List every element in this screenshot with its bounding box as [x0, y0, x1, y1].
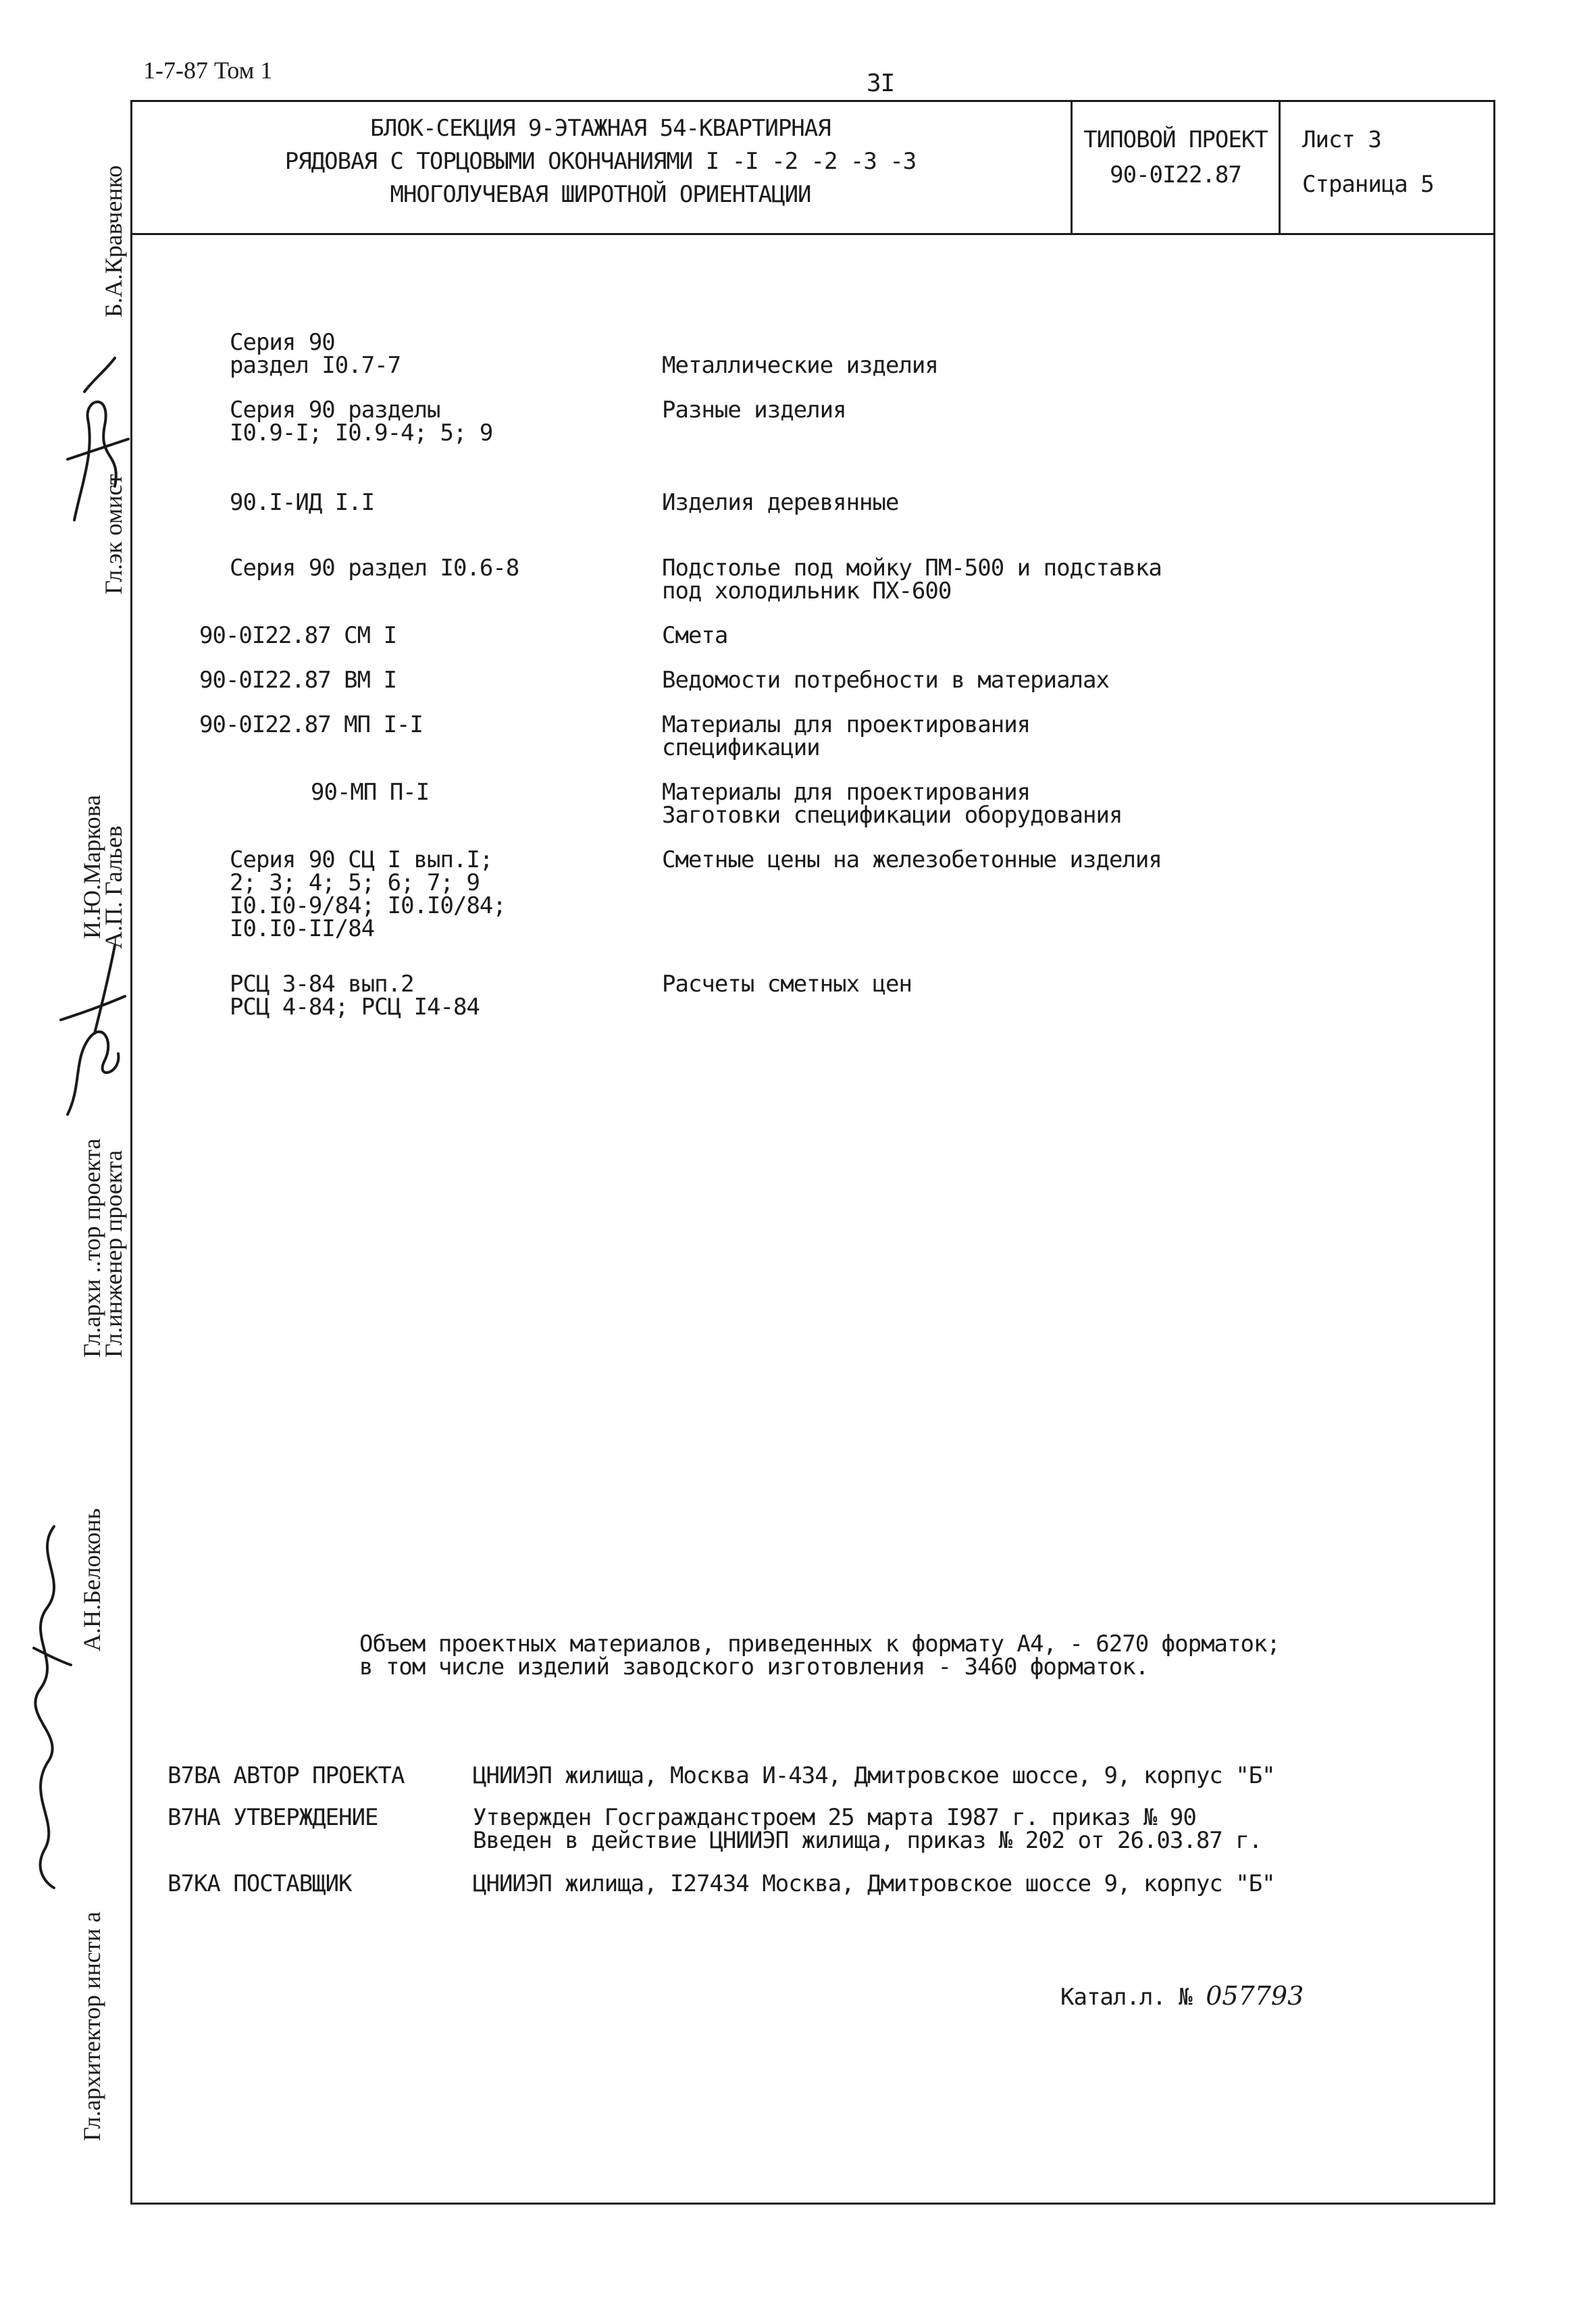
- catalog-label: Катал.л. №: [1060, 1984, 1192, 2011]
- doc-ref: Серия 90 разделы I0.9-I; I0.9-4; 5; 9: [230, 396, 493, 446]
- doc-desc: Материалы для проектирования Заготовки спецификации оборудования: [662, 779, 1123, 829]
- signature-role: Гл.инженер проекта: [100, 1150, 127, 1358]
- signature-role: Гл.эк омист: [100, 473, 127, 594]
- project-number: 90-0I22.87: [1110, 161, 1241, 188]
- info-code: В7ВА АВТОР ПРОЕКТА: [168, 1762, 405, 1789]
- doc-ref: Серия 90 СЦ I вып.I; 2; 3; 4; 5; 6; 7; 9 I0.I0-9/84; I0.I0/84; I0.I0-II/84: [230, 846, 506, 942]
- signature-name: И.Ю.Маркова: [78, 794, 105, 939]
- info-text: ЦНИИЭП жилища, Москва И-434, Дмитровское шоссе, 9, корпус "Б": [473, 1762, 1275, 1789]
- signature-name: А.Н.Белоконь: [78, 1508, 105, 1651]
- doc-ref: Серия 90 раздел I0.7-7: [230, 329, 401, 379]
- doc-ref: 90-0I22.87 МП I-I: [199, 711, 423, 738]
- doc-ref: РСЦ 3-84 вып.2 РСЦ 4-84; РСЦ I4-84: [230, 971, 480, 1021]
- handwritten-signature: [47, 351, 135, 527]
- title-line: МНОГОЛУЧЕВАЯ ШИРОТНОЙ ОРИЕНТАЦИИ: [390, 181, 811, 208]
- title-block: [130, 100, 1495, 235]
- signature-name: А.П. Гальев: [100, 825, 127, 949]
- doc-ref: 90-0I22.87 СМ I: [199, 622, 397, 649]
- project-type: ТИПОВОЙ ПРОЕКТ: [1083, 126, 1268, 153]
- volume-note: Объем проектных материалов, приведенных к формату А4, - 6270 форматок; в том числе изделий заводского изготовления - 3460 форматок.: [359, 1630, 1280, 1680]
- doc-desc: Смета: [662, 622, 728, 649]
- doc-ref: Серия 90 раздел I0.6-8: [230, 555, 519, 582]
- doc-desc: Сметные цены на железобетонные изделия: [662, 846, 1162, 873]
- sheet-number: Лист 3: [1302, 126, 1381, 153]
- volume-label: 1-7-87 Том 1: [143, 57, 273, 84]
- page-label: Страница 5: [1302, 171, 1434, 198]
- doc-desc: Разные изделия: [662, 396, 846, 423]
- doc-desc: Расчеты сметных цен: [662, 971, 912, 998]
- info-text: Утвержден Госгражданстроем 25 марта I987 г. приказ № 90 Введен в действие ЦНИИЭП жилища, приказ № 202 от 26.03.87 г.: [473, 1804, 1262, 1854]
- doc-desc: Подстолье под мойку ПМ-500 и подставка под холодильник ПХ-600: [662, 555, 1162, 605]
- catalog-number: [1060, 1981, 1304, 2011]
- info-text: ЦНИИЭП жилища, I27434 Москва, Дмитровское шоссе 9, корпус "Б": [473, 1870, 1275, 1897]
- doc-ref: 90-МП П-I: [311, 779, 430, 806]
- doc-desc: Металлические изделия: [662, 352, 938, 379]
- handwritten-signature: [41, 932, 135, 1121]
- info-code: В7НА УТВЕРЖДЕНИЕ: [168, 1804, 378, 1831]
- doc-desc: Материалы для проектирования спецификации: [662, 711, 1031, 761]
- title-line: БЛОК-СЕКЦИЯ 9-ЭТАЖНАЯ 54-КВАРТИРНАЯ: [370, 115, 831, 142]
- doc-desc: Изделия деревянные: [662, 489, 899, 516]
- handwritten-signature: [7, 1513, 81, 1891]
- signature-name: Б.А.Кравченко: [100, 165, 127, 317]
- doc-ref: 90-0I22.87 ВМ I: [199, 667, 397, 694]
- doc-ref: 90.I-ИД I.I: [230, 489, 375, 516]
- page-number: 3I: [867, 70, 895, 97]
- info-code: В7КА ПОСТАВЩИК: [168, 1870, 352, 1897]
- signature-role: Гл.архи ..тор проекта: [78, 1138, 105, 1358]
- doc-desc: Ведомости потребности в материалах: [662, 667, 1109, 694]
- title-line: РЯДОВАЯ С ТОРЦОВЫМИ ОКОНЧАНИЯМИ I -I -2 -2 -3 -3: [284, 148, 917, 175]
- catalog-value: 057793: [1206, 1981, 1304, 2011]
- title-divider: [1279, 100, 1281, 235]
- signature-role: Гл.архитектор инсти а: [78, 1911, 105, 2141]
